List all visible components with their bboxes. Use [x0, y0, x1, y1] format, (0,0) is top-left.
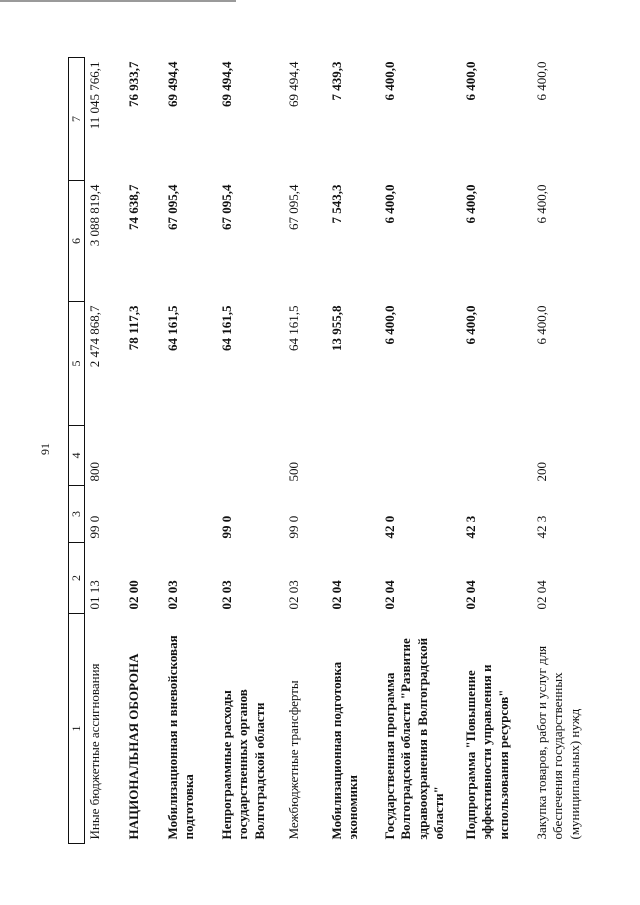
amount-col7: 6 400,0: [463, 61, 478, 101]
program-code: [327, 486, 380, 543]
amount-col5: 6 400,0: [534, 305, 549, 345]
expense-type-code: 500: [286, 462, 301, 482]
amount-col5: 2 474 868,7: [87, 305, 102, 368]
budget-table: [68, 57, 588, 844]
column-header-1: 1: [69, 614, 85, 844]
section-code: 02 04: [534, 580, 549, 610]
amount-col6: 67 095,4: [219, 184, 234, 230]
section-code: 02 04: [382, 580, 397, 610]
table-row: [163, 58, 217, 844]
table-row: [124, 58, 163, 844]
amount-col5: 78 117,3: [126, 305, 141, 351]
amount-col7: 76 933,7: [126, 61, 141, 107]
expense-type-code: 800: [87, 462, 102, 482]
column-header-7: 7: [69, 58, 85, 181]
header-row: [69, 58, 85, 844]
expense-type-code: [163, 426, 217, 486]
amount-col6: 3 088 819,4: [87, 184, 102, 247]
amount-col7: 69 494,4: [165, 61, 180, 107]
expense-type-code: [380, 426, 461, 486]
table-row: [217, 58, 284, 844]
amount-col7: 7 439,3: [329, 61, 344, 101]
scan-top-edge-line: [0, 0, 236, 2]
column-header-5: 5: [69, 302, 85, 426]
table-row: [461, 58, 532, 844]
expense-type-code: [327, 426, 380, 486]
amount-col7: 69 494,4: [286, 61, 301, 107]
program-code: 99 0: [219, 515, 234, 539]
section-code: 02 03: [165, 580, 180, 610]
amount-col7: 6 400,0: [382, 61, 397, 101]
amount-col6: 67 095,4: [286, 184, 301, 230]
table-row: [284, 58, 327, 844]
table-row: [327, 58, 380, 844]
expense-type-code: [461, 426, 532, 486]
column-header-4: 4: [69, 426, 85, 486]
table-row: [380, 58, 461, 844]
row-name: Непрограммные расходы государственных органов Волгоградской области: [219, 689, 267, 840]
program-code: [124, 486, 163, 543]
expense-type-code: 200: [534, 462, 549, 482]
program-code: 42 0: [382, 515, 397, 539]
row-name: Мобилизационная подготовка экономики: [329, 661, 361, 840]
row-name: Государственная программа Волгоградской области "Развитие здравоохранения в Волгоградской области": [382, 637, 446, 840]
amount-col5: 64 161,5: [165, 305, 180, 351]
program-code: 99 0: [87, 515, 102, 539]
amount-col5: 6 400,0: [463, 305, 478, 345]
row-name: НАЦИОНАЛЬНАЯ ОБОРОНА: [126, 653, 141, 840]
section-code: 02 00: [126, 580, 141, 610]
table-row: [532, 58, 588, 844]
amount-col6: 6 400,0: [534, 184, 549, 224]
program-code: [163, 486, 217, 543]
amount-col6: 6 400,0: [382, 184, 397, 224]
amount-col6: 6 400,0: [463, 184, 478, 224]
amount-col7: 6 400,0: [534, 61, 549, 101]
expense-type-code: [217, 426, 284, 486]
column-header-6: 6: [69, 181, 85, 302]
section-code: 02 04: [463, 580, 478, 610]
table-row: [85, 58, 125, 844]
row-name: Иные бюджетные ассигнования: [87, 663, 102, 840]
section-code: 01 13: [87, 580, 102, 610]
amount-col6: 67 095,4: [165, 184, 180, 230]
rotated-table-container: [68, 58, 596, 844]
row-name: Подпрограмма "Повышение эффективности управления и использования ресурсов": [463, 664, 511, 840]
row-name: Межбюджетные трансферты: [286, 680, 301, 840]
amount-col5: 64 161,5: [219, 305, 234, 351]
section-code: 02 04: [329, 580, 344, 610]
program-code: 99 0: [286, 515, 301, 539]
amount-col5: 6 400,0: [382, 305, 397, 345]
amount-col5: 13 955,8: [329, 305, 344, 351]
section-code: 02 03: [286, 580, 301, 610]
column-header-3: 3: [69, 486, 85, 543]
row-name: Мобилизационная и вневойсковая подготовка: [165, 635, 197, 840]
expense-type-code: [124, 426, 163, 486]
amount-col5: 64 161,5: [286, 305, 301, 351]
column-header-2: 2: [69, 543, 85, 614]
program-code: 42 3: [534, 515, 549, 539]
amount-col6: 74 638,7: [126, 184, 141, 230]
section-code: 02 03: [219, 580, 234, 610]
page-number: 91: [38, 443, 52, 455]
row-name: Закупка товаров, работ и услуг для обеспечения государственных (муниципальных) нужд: [534, 645, 582, 840]
amount-col7: 69 494,4: [219, 61, 234, 107]
program-code: 42 3: [463, 515, 478, 539]
amount-col7: 11 045 766,1: [87, 61, 102, 130]
amount-col6: 7 543,3: [329, 184, 344, 224]
